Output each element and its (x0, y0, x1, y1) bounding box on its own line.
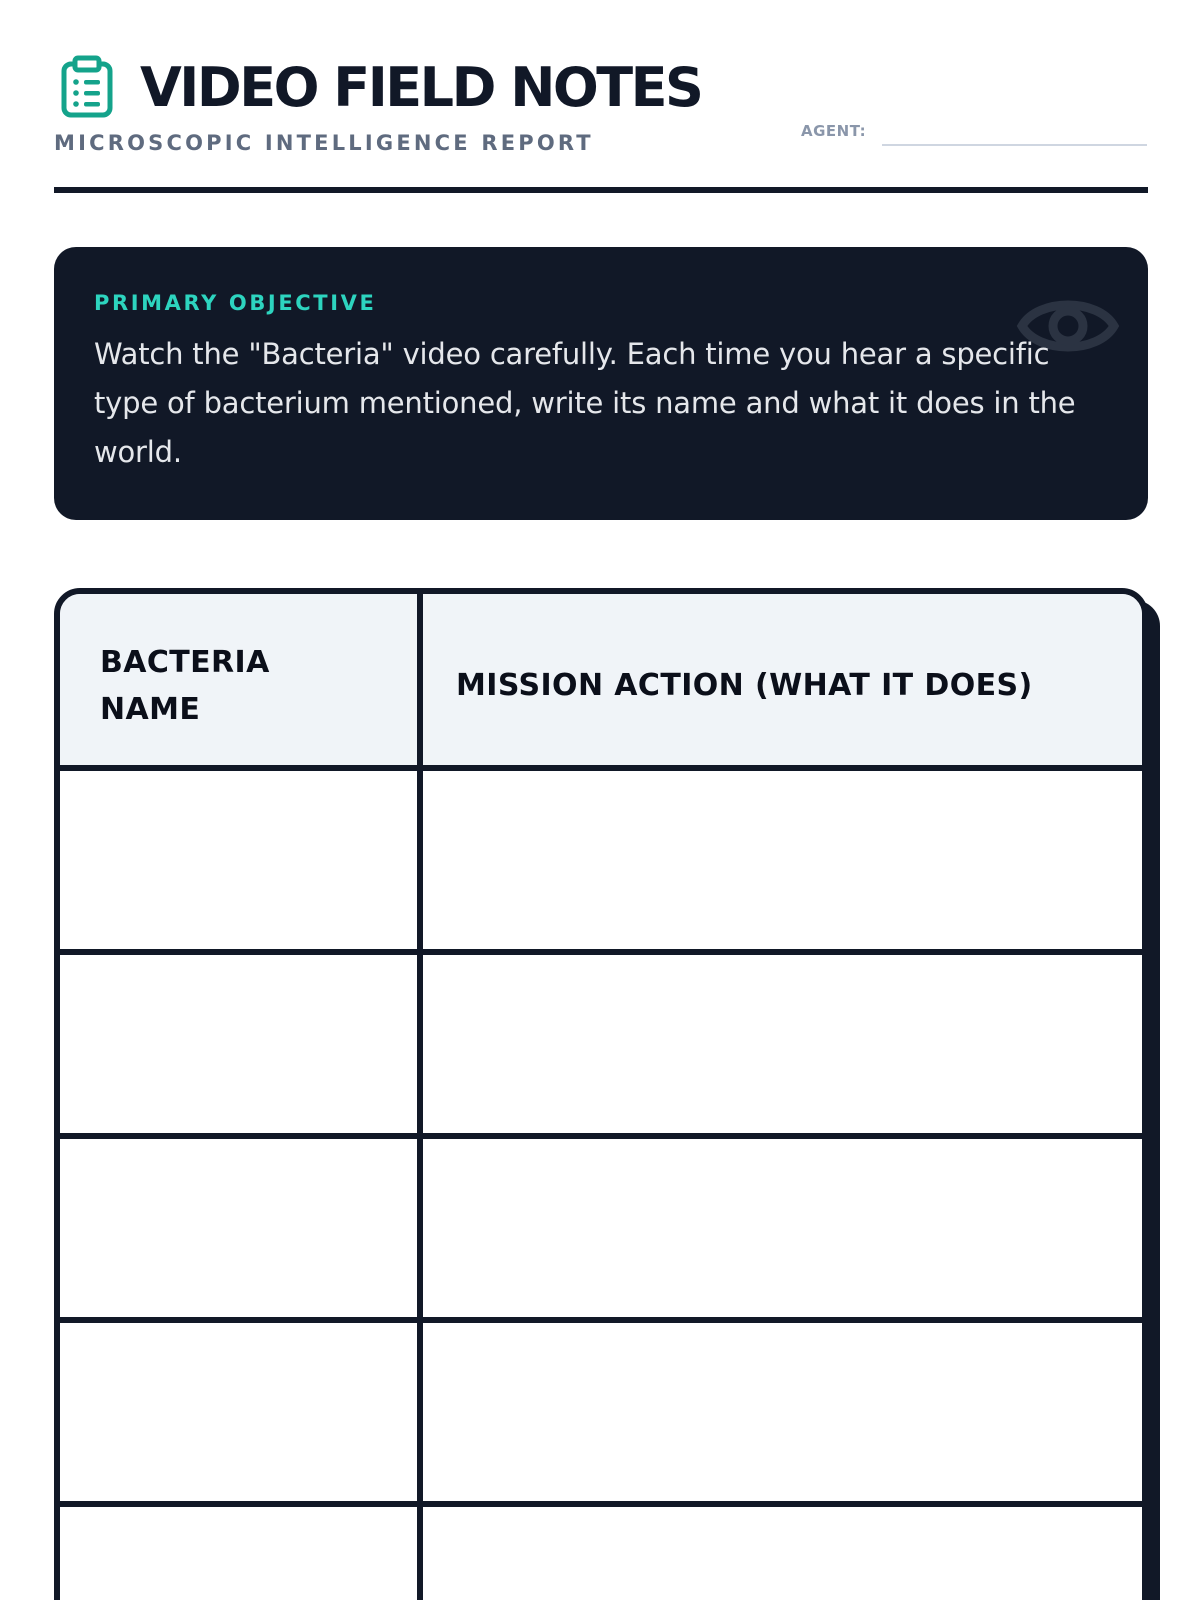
objective-label: PRIMARY OBJECTIVE (94, 291, 377, 315)
clipboard-list-icon (60, 55, 114, 119)
mission-action-cell[interactable] (423, 771, 1142, 949)
table-body (54, 588, 1148, 1600)
agent-field[interactable] (882, 144, 1147, 146)
bacteria-name-cell[interactable] (60, 1323, 417, 1501)
bacteria-name-cell[interactable] (60, 1139, 417, 1317)
column-divider (417, 594, 423, 1600)
header-divider (54, 187, 1148, 193)
table-header (60, 594, 1142, 771)
notes-table (54, 588, 1148, 1600)
mission-action-cell[interactable] (423, 1507, 1142, 1600)
page-subtitle: MICROSCOPIC INTELLIGENCE REPORT (54, 131, 594, 155)
column-header-mission-action: MISSION ACTION (WHAT IT DOES) (456, 668, 1033, 703)
agent-label: AGENT: (801, 122, 867, 140)
objective-text: Watch the "Bacteria" video carefully. Each time you hear a specific type of bacterium mentioned, write its name and what it does in the world. (94, 337, 1076, 469)
mission-action-cell[interactable] (423, 955, 1142, 1133)
column-header-bacteria-name: BACTERIA NAME (100, 645, 270, 727)
bacteria-name-cell[interactable] (60, 1507, 417, 1600)
objective-card (54, 247, 1148, 520)
bacteria-name-cell[interactable] (60, 771, 417, 949)
mission-action-cell[interactable] (423, 1323, 1142, 1501)
bacteria-name-cell[interactable] (60, 955, 417, 1133)
mission-action-cell[interactable] (423, 1139, 1142, 1317)
page-title: VIDEO FIELD NOTES (140, 56, 702, 119)
